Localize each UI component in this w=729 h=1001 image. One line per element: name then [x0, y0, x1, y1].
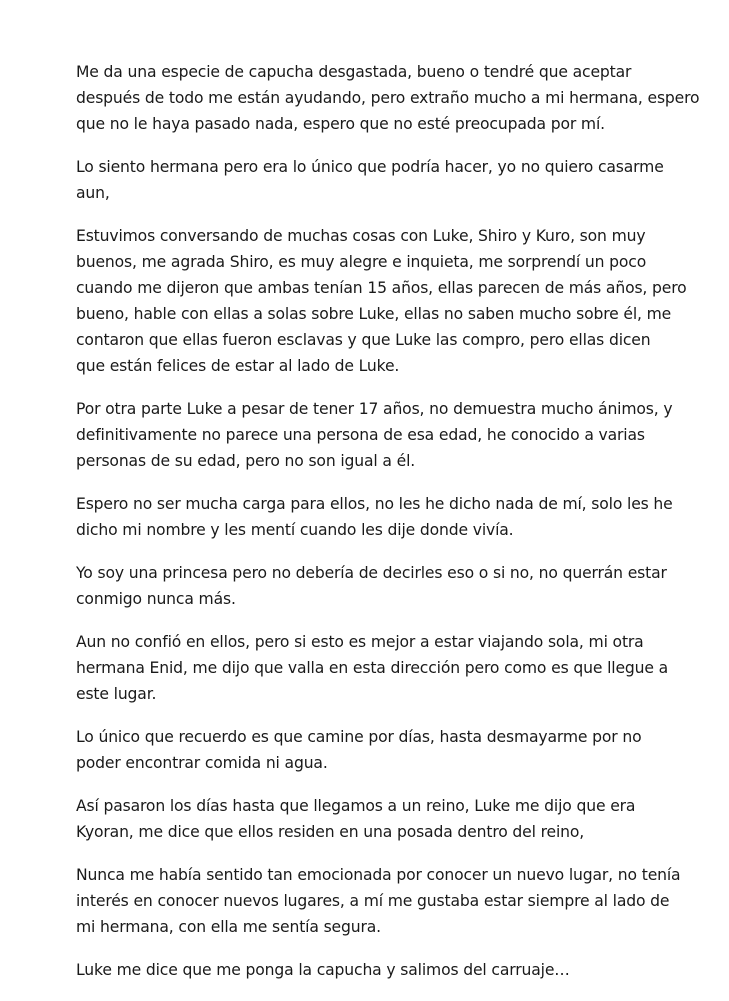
text-line: Kyoran, me dice que ellos residen en una posada dentro del reino, [76, 823, 585, 841]
text-line: Estuvimos conversando de muchas cosas con Luke, Shiro y Kuro, son muy [76, 227, 646, 245]
paragraph-9 [76, 793, 669, 845]
text-line: Espero no ser mucha carga para ellos, no les he dicho nada de mí, solo les he [76, 495, 673, 513]
text-line: Luke me dice que me ponga la capucha y salimos del carruaje… [76, 961, 570, 979]
text-line: contaron que ellas fueron esclavas y que Luke las compro, pero ellas dicen [76, 331, 651, 349]
text-line: Por otra parte Luke a pesar de tener 17 años, no demuestra mucho ánimos, y [76, 400, 673, 418]
text-line: hermana Enid, me dijo que valla en esta dirección pero como es que llegue a [76, 659, 669, 677]
text-line: dicho mi nombre y les mentí cuando les dije donde vivía. [76, 521, 514, 539]
text-line: bueno, hable con ellas a solas sobre Luke, ellas no saben mucho sobre él, me [76, 305, 672, 323]
text-line: interés en conocer nuevos lugares, a mí me gustaba estar siempre al lado de [76, 892, 670, 910]
text-line: Lo siento hermana pero era lo único que podría hacer, yo no quiero casarme [76, 158, 664, 176]
paragraph-3 [76, 223, 687, 379]
paragraph-5 [76, 491, 673, 543]
text-line: Yo soy una princesa pero no debería de decirles eso o si no, no querrán estar [76, 564, 667, 582]
text-line: Me da una especie de capucha desgastada, bueno o tendré que aceptar [76, 63, 632, 81]
text-line: Nunca me había sentido tan emocionada por conocer un nuevo lugar, no tenía [76, 866, 681, 884]
paragraph-7 [76, 629, 669, 707]
text-line: buenos, me agrada Shiro, es muy alegre e inquieta, me sorprendí un poco [76, 253, 647, 271]
text-line: definitivamente no parece una persona de esa edad, he conocido a varias [76, 426, 645, 444]
text-line: este lugar. [76, 685, 157, 703]
text-line: cuando me dijeron que ambas tenían 15 años, ellas parecen de más años, pero [76, 279, 687, 297]
text-line: conmigo nunca más. [76, 590, 236, 608]
text-line: mi hermana, con ella me sentía segura. [76, 918, 381, 936]
text-line: que no le haya pasado nada, espero que no esté preocupada por mí. [76, 115, 605, 133]
text-line: Así pasaron los días hasta que llegamos a un reino, Luke me dijo que era [76, 797, 636, 815]
text-line: aun, [76, 184, 110, 202]
text-line: Aun no confió en ellos, pero si esto es mejor a estar viajando sola, mi otra [76, 633, 644, 651]
text-line: Lo único que recuerdo es que camine por días, hasta desmayarme por no [76, 728, 642, 746]
paragraph-4 [76, 396, 673, 474]
text-line: después de todo me están ayudando, pero extraño mucho a mi hermana, espero [76, 89, 700, 107]
paragraph-6 [76, 560, 669, 612]
paragraph-10 [76, 862, 681, 940]
paragraph-2 [76, 154, 669, 206]
paragraph-8 [76, 724, 669, 776]
paragraph-1 [76, 59, 700, 137]
text-line: poder encontrar comida ni agua. [76, 754, 328, 772]
text-line: que están felices de estar al lado de Luke. [76, 357, 400, 375]
text-line: personas de su edad, pero no son igual a él. [76, 452, 416, 470]
paragraph-11 [76, 957, 669, 983]
